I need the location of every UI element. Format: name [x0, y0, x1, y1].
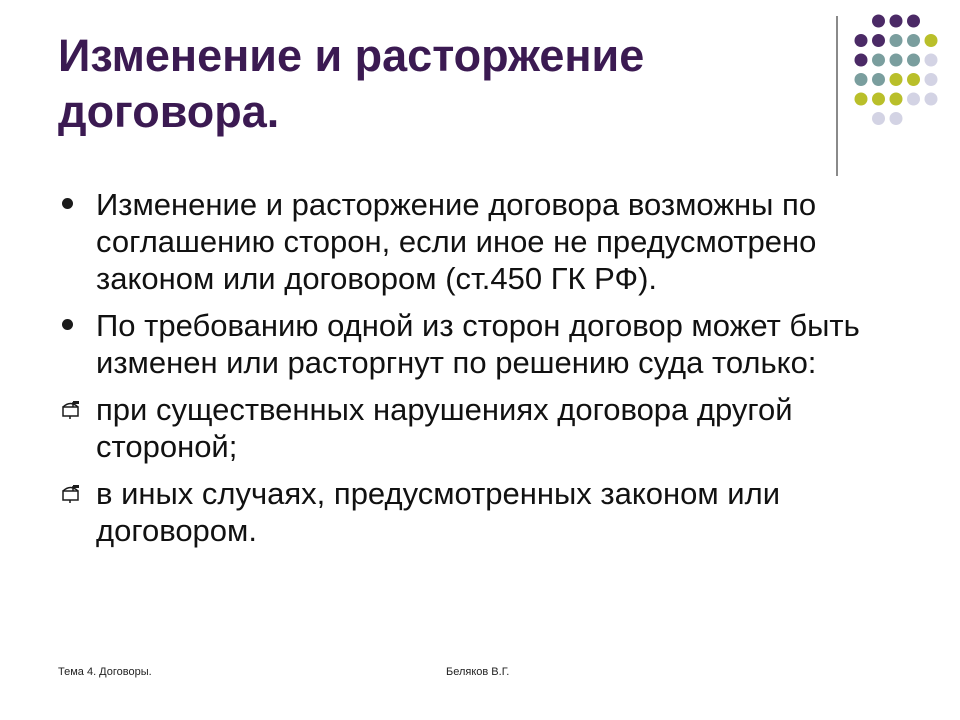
- bullet-item: [60, 307, 920, 381]
- sub-bullet-text: при существенных нарушениях договора другой стороной;: [96, 392, 793, 464]
- decorative-dot: [872, 34, 885, 47]
- decorative-dot: [925, 73, 938, 86]
- decorative-dot: [907, 34, 920, 47]
- decorative-dot: [890, 73, 903, 86]
- decorative-dot: [855, 54, 868, 67]
- bullet-text: Изменение и расторжение договора возможны по соглашению сторон, если иное не предусмотрено законом или договором (ст.450 ГК РФ).: [96, 187, 817, 296]
- sub-bullet-text: в иных случаях, предусмотренных законом или договором.: [96, 476, 781, 548]
- bullet-list: [60, 186, 920, 559]
- bullet-item: [60, 186, 920, 297]
- decorative-dot: [890, 93, 903, 106]
- title-divider: [836, 16, 838, 176]
- decorative-dot: [890, 15, 903, 28]
- decorative-dot: [890, 34, 903, 47]
- decorative-dot: [872, 73, 885, 86]
- decorative-dot: [872, 93, 885, 106]
- decorative-dot: [872, 112, 885, 125]
- sub-bullet-item: [60, 391, 920, 465]
- bullet-dot-icon: [60, 307, 96, 344]
- decorative-dot: [855, 93, 868, 106]
- decorative-dot: [925, 54, 938, 67]
- decorative-dot: [872, 15, 885, 28]
- bullet-text: По требованию одной из сторон договор может быть изменен или расторгнут по решению суда только:: [96, 308, 860, 380]
- decorative-dot: [907, 93, 920, 106]
- footer-topic: Тема 4. Договоры.: [58, 666, 152, 678]
- decorative-dot: [907, 73, 920, 86]
- decorative-dot: [890, 112, 903, 125]
- mailbox-bullet-icon: [60, 475, 96, 512]
- decorative-dot: [855, 34, 868, 47]
- decorative-dot: [925, 93, 938, 106]
- decorative-dot: [907, 54, 920, 67]
- decorative-dot: [890, 54, 903, 67]
- decorative-dot: [907, 15, 920, 28]
- footer-author: Беляков В.Г.: [446, 666, 510, 678]
- decorative-dot: [925, 34, 938, 47]
- decorative-dot: [872, 54, 885, 67]
- sub-bullet-item: [60, 475, 920, 549]
- slide-title: Изменение и расторжение договора.: [58, 30, 645, 137]
- mailbox-bullet-icon: [60, 391, 96, 428]
- decorative-dot: [855, 73, 868, 86]
- bullet-dot-icon: [60, 186, 96, 223]
